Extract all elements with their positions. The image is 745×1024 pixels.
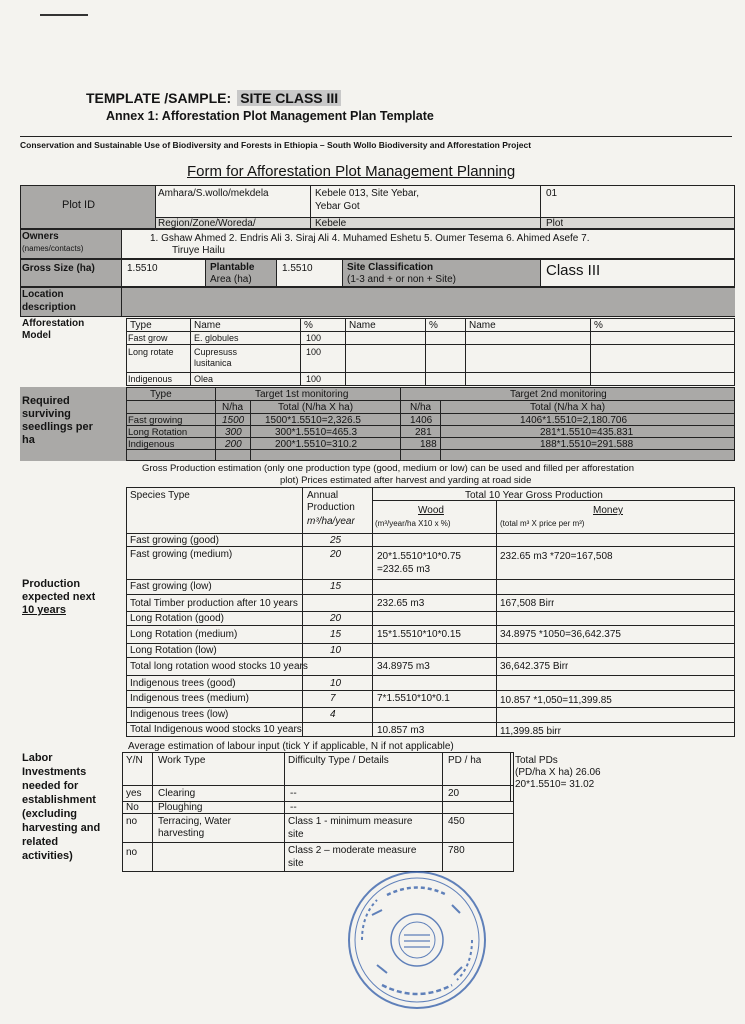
labor-row-work: Ploughing bbox=[158, 802, 203, 813]
model-header-name2: Name bbox=[349, 320, 376, 331]
model-row-name: E. globules bbox=[194, 333, 239, 343]
production-row-money: 10.857 *1,050=11,399.85 bbox=[500, 695, 612, 706]
model-row-pct: 100 bbox=[306, 347, 322, 357]
region-value: Amhara/S.wollo/mekdela bbox=[158, 188, 269, 199]
production-row-annual: 10 bbox=[330, 645, 342, 656]
labor-header-yn: Y/N bbox=[126, 755, 143, 766]
region-label: Region/Zone/Woreda/ bbox=[158, 218, 256, 229]
model-header-name3: Name bbox=[469, 320, 496, 331]
labor-row-diff: -- bbox=[290, 788, 297, 799]
production-row-annual: 20 bbox=[330, 549, 342, 560]
seedlings-row-n1: 300 bbox=[225, 427, 242, 438]
labor-row-diff: Class 2 – moderate measure bbox=[288, 845, 417, 856]
labor-header-total: Total PDs bbox=[515, 755, 558, 766]
production-row-species: Fast growing (medium) bbox=[130, 549, 233, 560]
seedlings-header-m2: Target 2nd monitoring bbox=[510, 389, 607, 400]
production-row-money: 34.8975 *1050=36,642.375 bbox=[500, 629, 621, 640]
labor-row-diff: -- bbox=[290, 802, 297, 813]
seedlings-row-type: Long Rotation bbox=[128, 427, 188, 438]
seedlings-row-t1: 200*1.5510=310.2 bbox=[275, 439, 358, 450]
production-row-annual: 20 bbox=[330, 613, 342, 624]
production-row-annual: 4 bbox=[330, 709, 336, 720]
labor-header-work: Work Type bbox=[158, 755, 206, 766]
labor-row-yn: no bbox=[126, 816, 138, 827]
labor-row-diff: Class 1 - minimum measure bbox=[288, 816, 413, 827]
model-row-type: Indigenous bbox=[128, 374, 173, 384]
seedlings-row-t1: 1500*1.5510=2,326.5 bbox=[265, 415, 361, 426]
production-header-money: Money bbox=[593, 505, 624, 516]
production-row-money: 11,399.85 birr bbox=[500, 726, 561, 737]
production-row-species: Fast growing (good) bbox=[130, 535, 219, 546]
template-label: TEMPLATE /SAMPLE: bbox=[86, 90, 232, 106]
owners-value-line2: Tiruye Hailu bbox=[172, 245, 225, 256]
production-row-annual: 15 bbox=[330, 581, 342, 592]
production-row-wood: 15*1.5510*10*0.15 bbox=[377, 629, 461, 640]
labor-header-total-2: (PD/ha X ha) 26.06 bbox=[515, 767, 601, 778]
kebele-value-line2: Yebar Got bbox=[315, 201, 360, 212]
labor-row-work: Clearing bbox=[158, 788, 196, 799]
model-header-pct: % bbox=[304, 320, 313, 331]
labor-row-yn: No bbox=[126, 802, 139, 813]
production-header-total: Total 10 Year Gross Production bbox=[465, 490, 603, 501]
model-row-pct: 100 bbox=[306, 374, 322, 384]
production-row-species: Total Indigenous wood stocks 10 years bbox=[130, 724, 302, 735]
labor-row-work-line2: harvesting bbox=[158, 828, 205, 839]
model-row-type: Fast grow bbox=[128, 333, 168, 343]
labor-label-5: (excluding bbox=[22, 808, 78, 820]
location-sublabel: description bbox=[22, 302, 76, 313]
model-row-name: Cupresuss bbox=[194, 347, 238, 357]
seedlings-header-nha: N/ha bbox=[222, 402, 244, 413]
owners-sublabel: (names/contacts) bbox=[22, 244, 84, 253]
production-row-wood-line2: =232.65 m3 bbox=[377, 564, 431, 575]
labor-label-4: establishment bbox=[22, 794, 96, 806]
seedlings-label-3: seedlings per bbox=[22, 422, 93, 433]
production-row-species: Indigenous trees (low) bbox=[130, 709, 229, 720]
labor-header-diff: Difficulty Type / Details bbox=[288, 755, 389, 766]
labor-row-pd: 780 bbox=[448, 845, 465, 856]
labor-label bbox=[22, 751, 100, 863]
model-header-pct2: % bbox=[429, 320, 438, 331]
production-row-wood: 10.857 m3 bbox=[377, 725, 425, 736]
gross-size-value: 1.5510 bbox=[127, 263, 158, 274]
seedlings-header-total2: Total (N/ha X ha) bbox=[530, 402, 606, 413]
production-label-3: 10 years bbox=[22, 605, 67, 616]
model-row-name-line2: lusitanica bbox=[194, 358, 232, 368]
seedlings-header-nha2: N/ha bbox=[410, 402, 432, 413]
seedlings-row-n2: 188 bbox=[420, 439, 437, 450]
production-row-annual: 15 bbox=[330, 629, 342, 640]
labor-label-1: Labor bbox=[22, 752, 53, 764]
annex-title: Annex 1: Afforestation Plot Management Plan Template bbox=[106, 109, 434, 123]
seedlings-row-t2: 281*1.5510=435.831 bbox=[540, 427, 634, 438]
production-row-species: Indigenous trees (good) bbox=[130, 678, 236, 689]
production-row-wood: 20*1.5510*10*0.75 bbox=[377, 551, 461, 562]
model-row-name: Olea bbox=[194, 374, 214, 384]
production-row-money: 232.65 m3 *720=167,508 bbox=[500, 551, 613, 562]
labor-label-3: needed for bbox=[22, 780, 79, 792]
labor-label-8: activities) bbox=[22, 850, 73, 862]
production-row-species: Long Rotation (medium) bbox=[130, 629, 238, 640]
labor-row-diff-line2: site bbox=[288, 858, 304, 869]
owners-value-line1: 1. Gshaw Ahmed 2. Endris Ali 3. Siraj Ali 4. Muhamed Eshetu 5. Oumer Tesema 6. Ahimed Asefe 7. bbox=[150, 233, 590, 244]
production-row-annual: 25 bbox=[330, 535, 342, 546]
form-title: Form for Afforestation Plot Management Planning bbox=[187, 163, 516, 180]
seedlings-header-m1: Target 1st monitoring bbox=[255, 389, 349, 400]
production-header-annual-2: Production bbox=[307, 502, 355, 513]
plot-label: Plot bbox=[546, 218, 564, 229]
owners-label: Owners bbox=[22, 231, 59, 242]
production-row-wood: 7*1.5510*10*0.1 bbox=[377, 693, 450, 704]
production-row-annual: 7 bbox=[330, 693, 336, 704]
production-header-wood-sub: (m³/year/ha X10 x %) bbox=[375, 519, 451, 528]
production-row-money: 36,642.375 Birr bbox=[500, 661, 569, 672]
production-row-money: 167,508 Birr bbox=[500, 598, 555, 609]
labor-header-pd: PD / ha bbox=[448, 755, 482, 766]
plot-value: 01 bbox=[546, 188, 558, 199]
site-class-sublabel: (1-3 and + or non + Site) bbox=[347, 274, 456, 285]
official-seal-stamp bbox=[342, 865, 492, 1015]
seedlings-row-n2: 281 bbox=[415, 427, 432, 438]
production-note-line2: plot) Prices estimated after harvest and yarding at road side bbox=[280, 475, 532, 486]
model-row-pct: 100 bbox=[306, 333, 322, 343]
top-dash bbox=[40, 14, 88, 16]
gross-size-label: Gross Size (ha) bbox=[22, 263, 95, 274]
production-row-species: Long Rotation (good) bbox=[130, 613, 224, 624]
labor-row-yn: yes bbox=[126, 788, 142, 799]
labor-label-6: harvesting and bbox=[22, 822, 101, 834]
production-note-line1: Gross Production estimation (only one production type (good, medium or low) can be used and filled per afforestation bbox=[142, 463, 634, 474]
kebele-value-line1: Kebele 013, Site Yebar, bbox=[315, 188, 419, 199]
production-row-wood: 232.65 m3 bbox=[377, 598, 425, 609]
labor-row-yn: no bbox=[126, 847, 138, 858]
labor-row-work: Terracing, Water bbox=[158, 816, 231, 827]
seedlings-row-type: Indigenous bbox=[128, 439, 175, 450]
production-row-wood: 34.8975 m3 bbox=[377, 661, 430, 672]
seedlings-label-2: surviving bbox=[22, 409, 71, 420]
location-label: Location bbox=[22, 289, 64, 300]
production-row-species: Total Timber production after 10 years bbox=[130, 598, 298, 609]
production-row-species: Fast growing (low) bbox=[130, 581, 212, 592]
seedlings-header-total: Total (N/ha X ha) bbox=[278, 402, 354, 413]
seedlings-label: Required bbox=[22, 396, 70, 407]
seedlings-row-t2: 188*1.5510=291.588 bbox=[540, 439, 634, 450]
site-class-highlight: SITE CLASS III bbox=[237, 90, 341, 106]
template-heading bbox=[86, 90, 341, 106]
production-header-annual-3: m³/ha/year bbox=[307, 516, 355, 527]
kebele-label: Kebele bbox=[315, 218, 347, 229]
plot-id-label: Plot ID bbox=[62, 200, 96, 211]
project-line: Conservation and Sustainable Use of Biodiversity and Forests in Ethiopia – South Wollo Biodiversity and Afforestation Project bbox=[20, 136, 732, 150]
seedlings-row-t2: 1406*1.5510=2,180.706 bbox=[520, 415, 628, 426]
production-label: Production bbox=[22, 579, 81, 590]
labor-label-7: related bbox=[22, 836, 59, 848]
site-class-label: Site Classification bbox=[347, 262, 434, 273]
production-header-species: Species Type bbox=[130, 490, 190, 501]
model-row-type: Long rotate bbox=[128, 347, 174, 357]
seedlings-row-type: Fast growing bbox=[128, 415, 183, 426]
production-header-annual: Annual bbox=[307, 490, 339, 501]
labor-note: Average estimation of labour input (tick Y if applicable, N if not applicable) bbox=[128, 741, 454, 752]
seedlings-row-n1: 1500 bbox=[222, 415, 245, 426]
production-row-annual: 10 bbox=[330, 678, 342, 689]
labor-header-total-3: 20*1.5510= 31.02 bbox=[515, 779, 595, 790]
site-class-value: Class III bbox=[546, 262, 601, 279]
production-row-species: Long Rotation (low) bbox=[130, 645, 217, 656]
production-header-money-sub: (total m³ X price per m³) bbox=[500, 519, 585, 528]
plantable-label: Plantable bbox=[210, 262, 255, 273]
model-header-type: Type bbox=[130, 320, 152, 331]
production-label-2: expected next bbox=[22, 592, 96, 603]
model-sublabel: Model bbox=[22, 330, 51, 341]
seedlings-row-t1: 300*1.5510=465.3 bbox=[275, 427, 358, 438]
labor-row-pd: 450 bbox=[448, 816, 465, 827]
model-label: Afforestation bbox=[22, 318, 85, 329]
model-header-name: Name bbox=[194, 320, 221, 331]
seedlings-label-4: ha bbox=[22, 435, 35, 446]
model-header-pct3: % bbox=[594, 320, 603, 331]
seedlings-row-n1: 200 bbox=[225, 439, 242, 450]
production-header-wood: Wood bbox=[418, 505, 444, 516]
production-row-species: Indigenous trees (medium) bbox=[130, 693, 249, 704]
seedlings-row-n2: 1406 bbox=[410, 415, 433, 426]
production-row-species: Total long rotation wood stocks 10 years bbox=[130, 661, 308, 672]
labor-row-diff-line2: site bbox=[288, 829, 304, 840]
labor-row-pd: 20 bbox=[448, 788, 460, 799]
plantable-sublabel: Area (ha) bbox=[210, 274, 252, 285]
labor-label-2: Investments bbox=[22, 766, 87, 778]
seedlings-header-type: Type bbox=[150, 389, 172, 400]
plantable-value: 1.5510 bbox=[282, 263, 313, 274]
